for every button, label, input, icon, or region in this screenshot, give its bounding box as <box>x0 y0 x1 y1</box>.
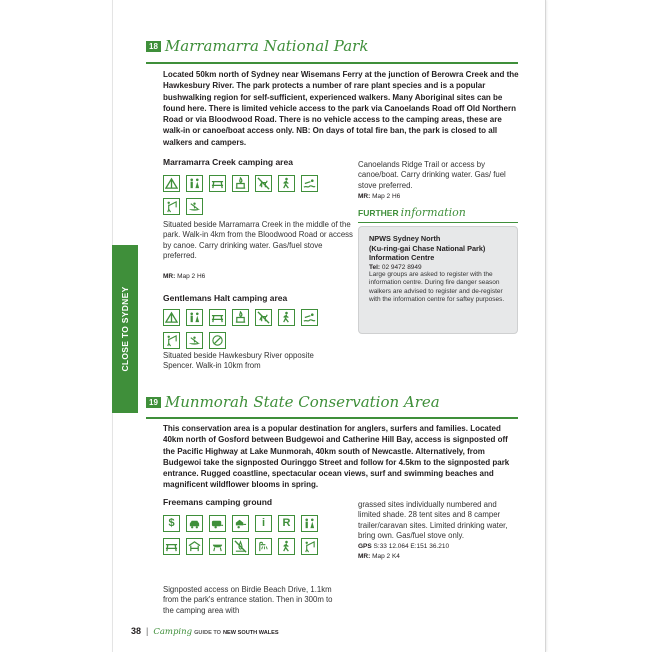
section-number: 19 <box>146 397 161 408</box>
brand-logo: Camping <box>153 627 193 637</box>
tent-icon <box>163 175 180 192</box>
section-number: 18 <box>146 41 161 52</box>
info-phone <box>369 264 509 271</box>
facility-icons <box>163 309 318 349</box>
picnic-table-icon <box>163 538 180 555</box>
ranger-icon: R <box>278 515 295 532</box>
section-18-heading <box>146 37 368 55</box>
state-label: NEW SOUTH WALES <box>223 630 279 636</box>
shelter-icon <box>186 538 203 555</box>
toilets-icon <box>301 515 318 532</box>
no-dogs-icon <box>255 309 272 326</box>
no-dogs-icon <box>255 175 272 192</box>
fire-pit-icon <box>232 309 249 326</box>
section-19-heading <box>146 393 440 411</box>
tel-value: 02 9472 8949 <box>381 263 422 271</box>
info-text: Large groups are asked to register with the information centre. During fire danger season walkers are advised to register and de-register with the information centre for saftey purposes. <box>369 270 505 304</box>
information-label: information <box>400 206 466 219</box>
further-information-heading <box>358 206 466 219</box>
section-title: Marramarra National Park <box>164 37 369 55</box>
bbq-icon <box>209 538 226 555</box>
camp-title: Gentlemans Halt camping area <box>163 293 288 303</box>
camper-trailer-icon <box>232 515 249 532</box>
fishing-icon <box>301 538 318 555</box>
gps-value: S:33 12.064 E:151 36.210 <box>373 543 450 550</box>
gps-reference <box>358 543 449 550</box>
fishing-icon <box>163 198 180 215</box>
page-footer <box>131 626 279 637</box>
fishing-icon <box>163 332 180 349</box>
picnic-table-icon <box>209 309 226 326</box>
walking-icon <box>278 538 295 555</box>
page-number: 38 <box>131 626 142 636</box>
canoe-icon <box>186 198 203 215</box>
canoe-icon <box>186 332 203 349</box>
no-fires-icon <box>232 538 249 555</box>
no-pets-icon <box>209 332 226 349</box>
map-reference <box>358 553 400 560</box>
map-ref-value: Map 2 K4 <box>372 553 400 560</box>
toilets-icon <box>186 309 203 326</box>
facility-icons <box>163 175 318 215</box>
section-19-intro: This conservation area is a popular destination for anglers, surfers and families. Located 40km north of Gosford between Budgewoi and Catherine Hill Bay, access is signposted off the Pacific Highway at Lake Munmorah, 40km south of Newcastle. Alternatively, from Budgewoi take the signposted Ouringgo Street and follow for 4.5km to the signposted park entrance. Rugged coastline, spectacular ocean views, surf and swimming beaches and magnificent wildflower blooms in spring. <box>163 424 510 490</box>
column-text: grassed sites individually numbered and limited shade. 28 tent sites and 8 camper trailer/caravan sites. Limited drinking water, bring own. Gas/fuel stove only. <box>358 500 508 541</box>
map-ref-label: MR: <box>163 273 176 280</box>
picnic-table-icon <box>209 175 226 192</box>
info-title: NPWS Sydney North <box>369 234 441 243</box>
footer-separator: | <box>146 626 149 636</box>
camp-description: Situated beside Marramarra Creek in the middle of the park. Walk-in 4km from the Bloodwood Road or access by canoe. Carry drinking water. Gas/fuel stove preferred. <box>163 220 353 261</box>
section-rule <box>146 417 518 419</box>
swimming-icon <box>301 175 318 192</box>
camp-title: Marramarra Creek camping area <box>163 157 293 167</box>
information-icon: i <box>255 515 272 532</box>
tent-icon <box>163 309 180 326</box>
fire-pit-icon <box>232 175 249 192</box>
info-title: Information Centre <box>369 253 435 262</box>
further-label: FURTHER <box>358 208 399 218</box>
walking-icon <box>278 175 295 192</box>
car-access-icon <box>186 515 203 532</box>
swimming-icon <box>301 309 318 326</box>
section-title: Munmorah State Conservation Area <box>164 393 440 411</box>
further-rule <box>358 222 518 223</box>
tel-label: Tel: <box>369 263 381 271</box>
map-ref-label: MR: <box>358 553 371 560</box>
column-text: Canoelands Ridge Trail or access by canoe/boat. Carry drinking water. Gas/ fuel stove preferred. <box>358 160 506 190</box>
camp-description: Situated beside Hawkesbury River opposite Spencer. Walk-in 10km from <box>163 351 314 371</box>
side-tab-label: CLOSE TO SYDNEY <box>120 286 130 372</box>
facility-icons <box>163 515 318 555</box>
toilets-icon <box>186 175 203 192</box>
map-reference <box>163 273 205 280</box>
walking-icon <box>278 309 295 326</box>
caravan-icon <box>209 515 226 532</box>
gps-label: GPS <box>358 543 372 550</box>
shower-icon <box>255 538 272 555</box>
fees-icon: $ <box>163 515 180 532</box>
map-reference <box>358 193 400 200</box>
side-tab <box>112 245 138 413</box>
section-18-intro: Located 50km north of Sydney near Wisemans Ferry at the junction of Berowra Creek and the Hawkesbury River. The park protects a number of rare plant species and is a popular bushwalking region for self-sufficient, experienced walkers. Many Aboriginal sites can be found here. There is limited vehicle access to the park via Canoelands Road off Old Northern Road or via Bloodwood Road. There is no vehicle access to the camping areas, these are walk-in or canoe/boat access only. NB: On days of total fire ban, the park is closed to all walkers and campers. <box>163 70 519 147</box>
info-box <box>358 226 518 334</box>
guide-label: GUIDE TO <box>194 630 222 636</box>
map-ref-value: Map 2 H6 <box>177 273 206 280</box>
map-ref-label: MR: <box>358 193 371 200</box>
section-rule <box>146 62 518 64</box>
info-title: (Ku-ring-gai Chase National Park) <box>369 243 486 253</box>
camp-description: Signposted access on Birdie Beach Drive, 1.1km from the park's entrance station. Then in 300m to the camping area with <box>163 585 333 615</box>
camp-title: Freemans camping ground <box>163 497 273 507</box>
map-ref-value: Map 2 H6 <box>372 193 401 200</box>
